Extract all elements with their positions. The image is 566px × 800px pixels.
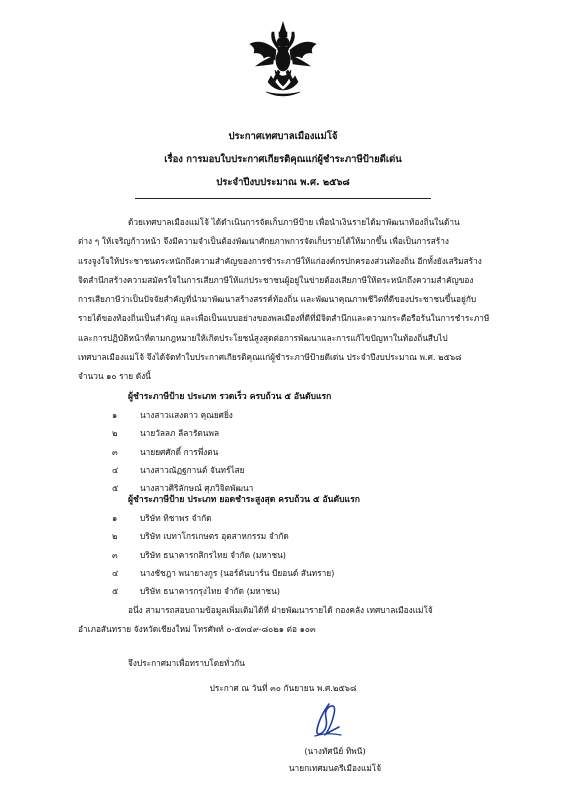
note-line: อำเภอสันทราย จังหวัดเชียงใหม่ โทรศัพท์ ๐-๕๓๔๙-๘๐๒๑ ต่อ ๑๐๓ <box>78 624 316 635</box>
list-item-number: ๑ <box>112 410 118 420</box>
intro-line: จิตสำนึกสร้างความสมัครใจในการเสียภาษีให้แก่ประชาชนผู้อยู่ในข่ายต้องเสียภาษีให้ตระหนักถึงความสำคัญของ <box>78 274 474 285</box>
list-item-number: ๒ <box>112 428 118 439</box>
list-item-number: ๕ <box>112 483 119 494</box>
signer-block <box>260 743 410 777</box>
list-item-number: ๔ <box>112 464 119 475</box>
announcement-title: ประกาศเทศบาลเมืองแม่โจ้ <box>228 131 338 142</box>
header-divider <box>135 198 431 199</box>
intro-line: การเสียภาษีว่าเป็นปัจจัยสำคัญที่นำมาพัฒนาสร้างสรรค์ท้องถิ่น และพัฒนาคุณภาพชีวิตที่ดีของประชาชนขึ้นอยู่กับ <box>78 294 477 305</box>
announcement-subject: เรื่อง การมอบใบประกาศเกียรติคุณแก่ผู้ชำระภาษีป้ายดีเด่น <box>164 154 402 165</box>
list-item-name: นางสาวณัฏฐกานต์ จันทร์ไสย <box>140 464 245 475</box>
note-line: อนึ่ง สามารถสอบถามข้อมูลเพิ่มเติมได้ที่ ฝ่ายพัฒนารายได้ กองคลัง เทศบาลเมืองแม่โจ้ <box>128 605 433 615</box>
list-item <box>112 406 472 424</box>
list-item-name: นางสาวศิริลักษณ์ ศุภวิจิตพัฒนา <box>140 483 254 494</box>
list-item <box>112 509 472 527</box>
list-item <box>112 546 472 564</box>
intro-line: ด้วยเทศบาลเมืองแม่โจ้ ได้ดำเนินการจัดเก็บภาษีป้าย เพื่อนำเงินรายได้มาพัฒนาท้องถิ่นในด้าน <box>128 217 460 227</box>
announcement-fiscal-year: ประจำปีงบประมาณ พ.ศ. ๒๕๖๘ <box>216 177 350 188</box>
list-item-number: ๒ <box>112 531 118 542</box>
list-item-name: นางสาวแสงดาว คุณยศยิ่ง <box>140 410 233 420</box>
list-item-name: นางชัชฎา พนายางกูร (นอร์ตันบาร์น บียอนด์ สันทราย) <box>140 567 335 578</box>
intro-line: รายได้ของท้องถิ่นเป็นสำคัญ และเพื่อเป็นแบบอย่างของพลเมืองที่ดีที่มีจิตสำนึกและความกระตือรือร้นในการชำระภาษี <box>78 313 490 324</box>
closing-statement: จึงประกาศมาเพื่อทราบโดยทั่วกัน <box>128 658 245 668</box>
list-item <box>112 527 472 545</box>
intro-line: และการปฏิบัติหน้าที่ตามกฎหมายให้เกิดประโยชน์สูงสุดต่อการพัฒนาและการแก้ไขปัญหาในท้องถิ่นสืบไป <box>78 332 448 343</box>
list-item-name: นายวัลลภ ลีลารัตนพล <box>140 428 220 439</box>
announcement-date: ประกาศ ณ วันที่ ๓๐ กันยายน พ.ศ.๒๕๖๘ <box>209 683 357 693</box>
list-item <box>112 564 472 582</box>
list-item <box>112 461 472 479</box>
section-top-list <box>112 509 472 600</box>
list-item-name: บริษัท ธนาคารกสิกรไทย จำกัด (มหาชน) <box>140 549 287 560</box>
handwritten-signature <box>309 700 345 740</box>
list-item <box>112 582 472 600</box>
intro-paragraph <box>78 213 506 387</box>
garuda-emblem-icon <box>244 20 322 102</box>
announcement-header <box>0 125 566 194</box>
list-item-name: บริษัท ทิชาพร จำกัด <box>140 513 212 523</box>
list-item-name: บริษัท เบทาโกรเกษตร อุตสาหกรรม จำกัด <box>140 531 289 542</box>
signer-name: (นางทัศนีย์ ทิพนี) <box>304 746 366 756</box>
section-fast-list <box>112 406 472 497</box>
list-item <box>112 424 472 442</box>
list-item-number: ๓ <box>112 549 118 560</box>
intro-line: ต่าง ๆ ให้เจริญก้าวหน้า จึงมีความจำเป็นต้องพัฒนาศักยภาพการจัดเก็บรายได้ให้มากขึ้น เพื่อเป็นการสร้าง <box>78 236 449 247</box>
list-item-number: ๓ <box>112 446 118 457</box>
list-item-name: นายยศศักดิ์ การพึ่งตน <box>140 446 219 457</box>
section-top-heading: ผู้ชำระภาษีป้าย ประเภท ยอดชำระสูงสุด ครบถ้วน ๕ อันดับแรก <box>128 495 360 505</box>
list-item-number: ๔ <box>112 567 119 578</box>
intro-line: แรงจูงใจให้ประชาชนตระหนักถึงความสำคัญของการชำระภาษีให้แก่องค์กรปกครองส่วนท้องถิ่น อีกทั้งยังเสริมสร้าง <box>78 255 482 266</box>
list-item-number: ๑ <box>112 513 118 523</box>
signer-position: นายกเทศมนตรีเมืองแม่โจ้ <box>288 763 382 773</box>
intro-line: เทศบาลเมืองแม่โจ้ จึงได้จัดทำใบประกาศเกียรติคุณแก่ผู้ชำระภาษีป้ายดีเด่น ประจำปีงบประมาณ พ.ศ. ๒๕๖๘ <box>78 352 462 363</box>
list-item-name: บริษัท ธนาคารกรุงไทย จำกัด (มหาชน) <box>140 586 280 597</box>
intro-line: จำนวน ๑๐ ราย ดังนี้ <box>78 371 151 382</box>
section-fast-heading: ผู้ชำระภาษีป้าย ประเภท รวดเร็ว ครบถ้วน ๕ อันดับแรก <box>128 392 332 402</box>
contact-note <box>78 601 506 640</box>
list-item-number: ๕ <box>112 586 119 597</box>
list-item <box>112 443 472 461</box>
